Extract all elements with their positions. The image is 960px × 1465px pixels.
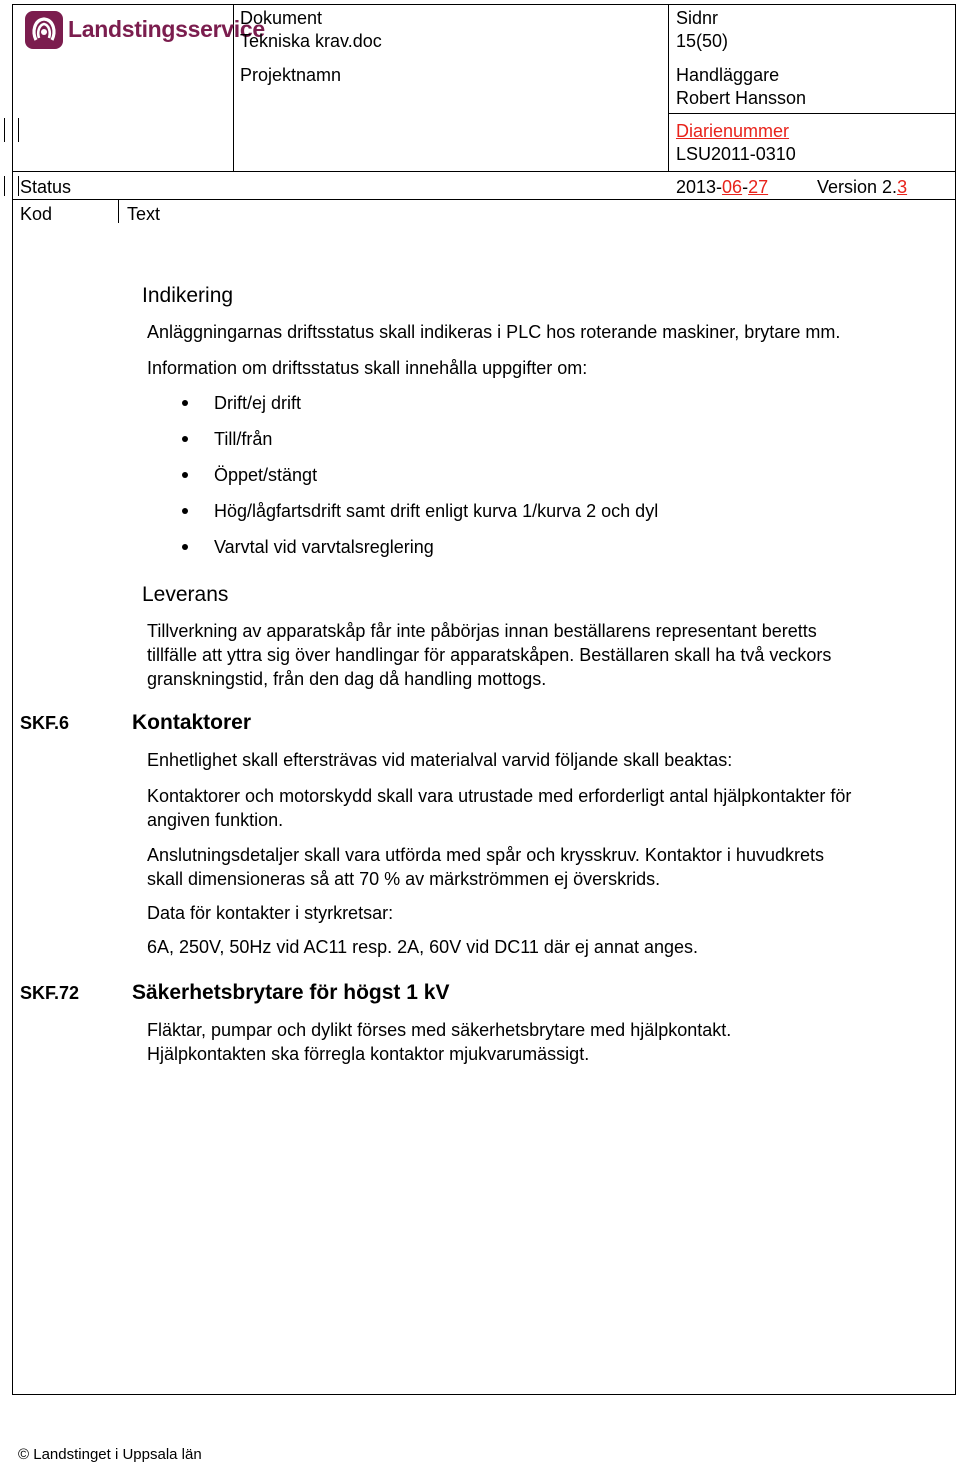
list-item	[182, 427, 658, 463]
diarienummer-value: LSU2011-0310	[676, 144, 796, 164]
kontaktorer-line-1: Enhetlighet skall eftersträvas vid materialval varvid följande skall beaktas:	[147, 750, 733, 770]
list-item-text: Hög/lågfartsdrift samt drift enligt kurva 1/kurva 2 och dyl	[214, 501, 659, 521]
diarienummer-label: Diarienummer	[676, 121, 790, 141]
date-part-day: 27	[748, 177, 769, 197]
leverans-line-2: tillfälle att yttra sig över handlingar för apparatskåpen. Beställaren skall ha två veckors	[147, 645, 832, 665]
bullet-icon	[182, 472, 188, 478]
kod-label: Kod	[20, 204, 53, 224]
sidnr-label: Sidnr	[676, 8, 719, 28]
list-item-text: Varvtal vid varvtalsreglering	[214, 537, 434, 557]
indikering-heading: Indikering	[142, 284, 234, 307]
header-kod-divider	[118, 199, 119, 223]
list-item-text: Till/från	[214, 429, 273, 449]
indikering-paragraph-1: Anläggningarnas driftsstatus skall indikeras i PLC hos roterande maskiner, brytare mm.	[147, 322, 841, 342]
sidnr-value: 15(50)	[676, 31, 729, 51]
leverans-line-1: Tillverkning av apparatskåp får inte påbörjas innan beställarens representant beretts	[147, 621, 817, 641]
sakerhetsbrytare-heading: Säkerhetsbrytare för högst 1 kV	[132, 981, 450, 1004]
company-logo	[24, 10, 265, 52]
date-part-sep: -	[742, 177, 749, 197]
kontaktorer-line-3a: Anslutningsdetaljer skall vara utförda med spår och krysskruv. Kontaktor i huvudkrets	[147, 845, 824, 865]
list-item	[182, 535, 658, 571]
section-code-skf72: SKF.72	[20, 983, 80, 1003]
date-part-year: 2013-	[676, 177, 723, 197]
handlaggare-value: Robert Hansson	[676, 88, 807, 108]
date-value	[676, 175, 768, 199]
dokument-value: Tekniska krav.doc	[240, 31, 382, 51]
header-line-3	[12, 199, 956, 200]
bullet-icon	[182, 400, 188, 406]
sakerhetsbrytare-line-1: Fläktar, pumpar och dylikt förses med säkerhetsbrytare med hjälpkontakt.	[147, 1020, 732, 1040]
list-item-text: Drift/ej drift	[214, 393, 302, 413]
copyright-icon: ©	[18, 1446, 30, 1463]
kontaktorer-line-2a: Kontaktorer och motorskydd skall vara utrustade med erforderligt antal hjälpkontakter för	[147, 786, 852, 806]
leverans-line-3: granskningstid, från den dag då handling mottogs.	[147, 669, 547, 689]
left-margin-mark-1	[4, 118, 5, 142]
kontaktorer-heading: Kontaktorer	[132, 711, 252, 734]
header-divider-right	[668, 4, 669, 172]
text-label: Text	[127, 204, 161, 224]
dokument-label: Dokument	[240, 8, 323, 28]
header-line-2	[12, 171, 956, 172]
list-item	[182, 391, 658, 427]
date-part-month: 06	[722, 177, 743, 197]
footer-text: Landstinget i Uppsala län	[33, 1446, 202, 1463]
kontaktorer-line-2b: angiven funktion.	[147, 810, 284, 830]
bullet-icon	[182, 436, 188, 442]
list-item	[182, 463, 658, 499]
driftstatus-list	[182, 391, 658, 571]
sakerhetsbrytare-line-2: Hjälpkontakten ska förregla kontaktor mjukvarumässigt.	[147, 1044, 590, 1064]
indikering-paragraph-2: Information om driftsstatus skall innehålla uppgifter om:	[147, 358, 588, 378]
kontaktorer-line-3b: skall dimensioneras så att 70 % av märkströmmen ej överskrids.	[147, 869, 661, 889]
projektnamn-label: Projektnamn	[240, 65, 342, 85]
bullet-icon	[182, 544, 188, 550]
kontaktorer-line-5: 6A, 250V, 50Hz vid AC11 resp. 2A, 60V vid DC11 där ej annat anges.	[147, 937, 699, 957]
bullet-icon	[182, 508, 188, 514]
header-line-1	[668, 113, 956, 114]
section-code-skf6: SKF.6	[20, 713, 70, 733]
list-item	[182, 499, 658, 535]
kontaktorer-line-4: Data för kontakter i styrkretsar:	[147, 903, 394, 923]
logo-text: Landstingsservice	[68, 16, 265, 42]
version-part-minor: 3	[897, 177, 908, 197]
left-margin-mark-3	[4, 176, 5, 196]
handlaggare-label: Handläggare	[676, 65, 780, 85]
left-margin-mark-4	[18, 176, 19, 196]
status-label: Status	[20, 177, 72, 197]
footer	[18, 1446, 202, 1464]
version-part-main: Version 2.	[817, 177, 898, 197]
left-margin-mark-2	[18, 118, 19, 142]
version-value	[817, 175, 907, 199]
list-item-text: Öppet/stängt	[214, 465, 318, 485]
logo-emblem-icon	[24, 10, 64, 50]
leverans-heading: Leverans	[142, 583, 229, 606]
